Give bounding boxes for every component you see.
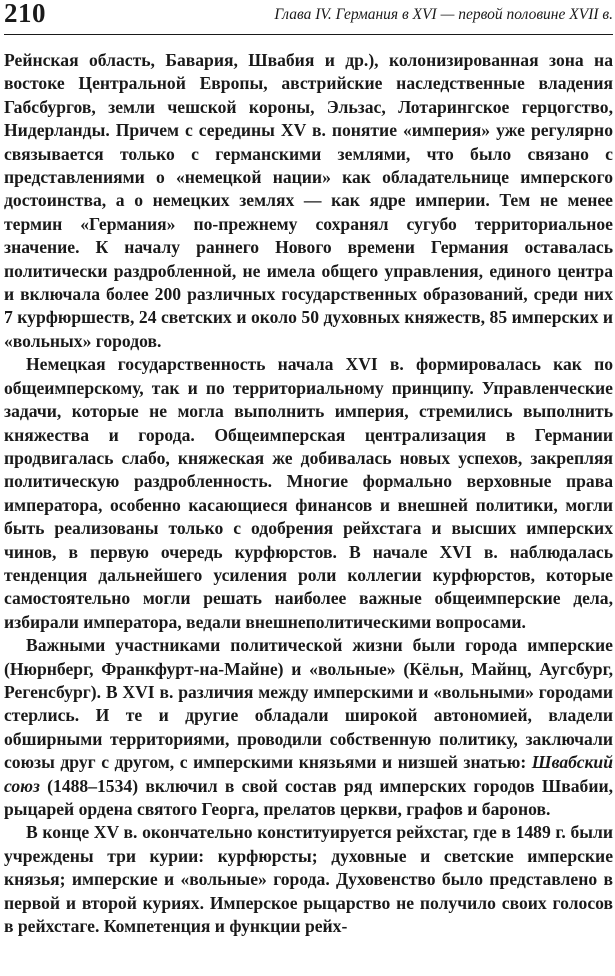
paragraph-4: В конце XV в. окончательно конституируется рейхстаг, где в 1489 г. были учреждены три курии: курфюрсты; духовные и светские имперские князья; имперские и «вольные» города. Духовенство было представлено в первой и второй куриях. Имперское рыцарство не получило своих голосов в рейхстаге. Компетенция и функции рейх- [4,822,613,937]
paragraph-3-text-before: Важными участниками политической жизни были города имперские (Нюрнберг, Франкфурт-на-Майне) и «вольные» (Кёльн, Майнц, Аугсбург, Регенсбург). В XVI в. различия между имперскими и «вольными» городами стерлись. И те и другие обладали широкой автономией, владели обширными территориями, проводили собственную политику, заключали союзы друг с другом, с имперскими князьями и низшей знатью: [4,635,613,773]
paragraph-1: Рейнская область, Бавария, Швабия и др.), колонизированная зона на востоке Центральной Европы, австрийские наследственные владения Габсбургов, земли чешской короны, Эльзас, Лотарингское герцогство, Нидерланды. Причем с середины XV в. понятие «империя» уже регулярно связывается только с германскими землями, что было связано с представлениями о «немецкой нации» как обладательнице имперского достоинства, а о немецких землях — как ядре империи. Тем не менее термин «Германия» по-прежнему сохранял сугубо территориальное значение. К началу раннего Нового времени Германия оставалась политически раздробленной, не имела общего управления, единого центра и включала более 200 различных государственных образований, среди них 7 курфюршеств, 24 светских и около 50 духовных княжеств, 85 имперских и «вольных» городов. [4,50,613,351]
running-title: Глава IV. Германия в XVI — первой половине XVII в. [274,6,613,23]
page-number: 210 [4,0,46,28]
paragraph-3 [4,634,613,821]
paragraph-2: Немецкая государственность начала XVI в. формировалась как по общеимперскому, так и по территориальному принципу. Управленческие задачи, которые не могла выполнить империя, стремились выполнить княжества и города. Общеимперская централизация в Германии продвигалась слабо, княжеская же добивалась новых успехов, закрепляя политическую раздробленность. Многие формально верховные права императора, особенно касающиеся финансов и внешней политики, могли быть реализованы только с одобрения рейхстага и высших имперских чинов, в первую очередь курфюрстов. В начале XVI в. наблюдалась тенденция дальнейшего усиления роли коллегии курфюрстов, которые самостоятельно могли решать наиболее важные общеимперские дела, избирали императора, ведали внешнеполитическими вопросами. [4,354,613,632]
page-header [4,0,613,35]
body-text [4,49,613,938]
paragraph-3-text-after: (1488–1534) включил в свой состав ряд имперских городов Швабии, рыцарей ордена святого Георга, прелатов церкви, графов и баронов. [4,775,613,819]
emphasis-term: Швабский союз [4,752,613,796]
